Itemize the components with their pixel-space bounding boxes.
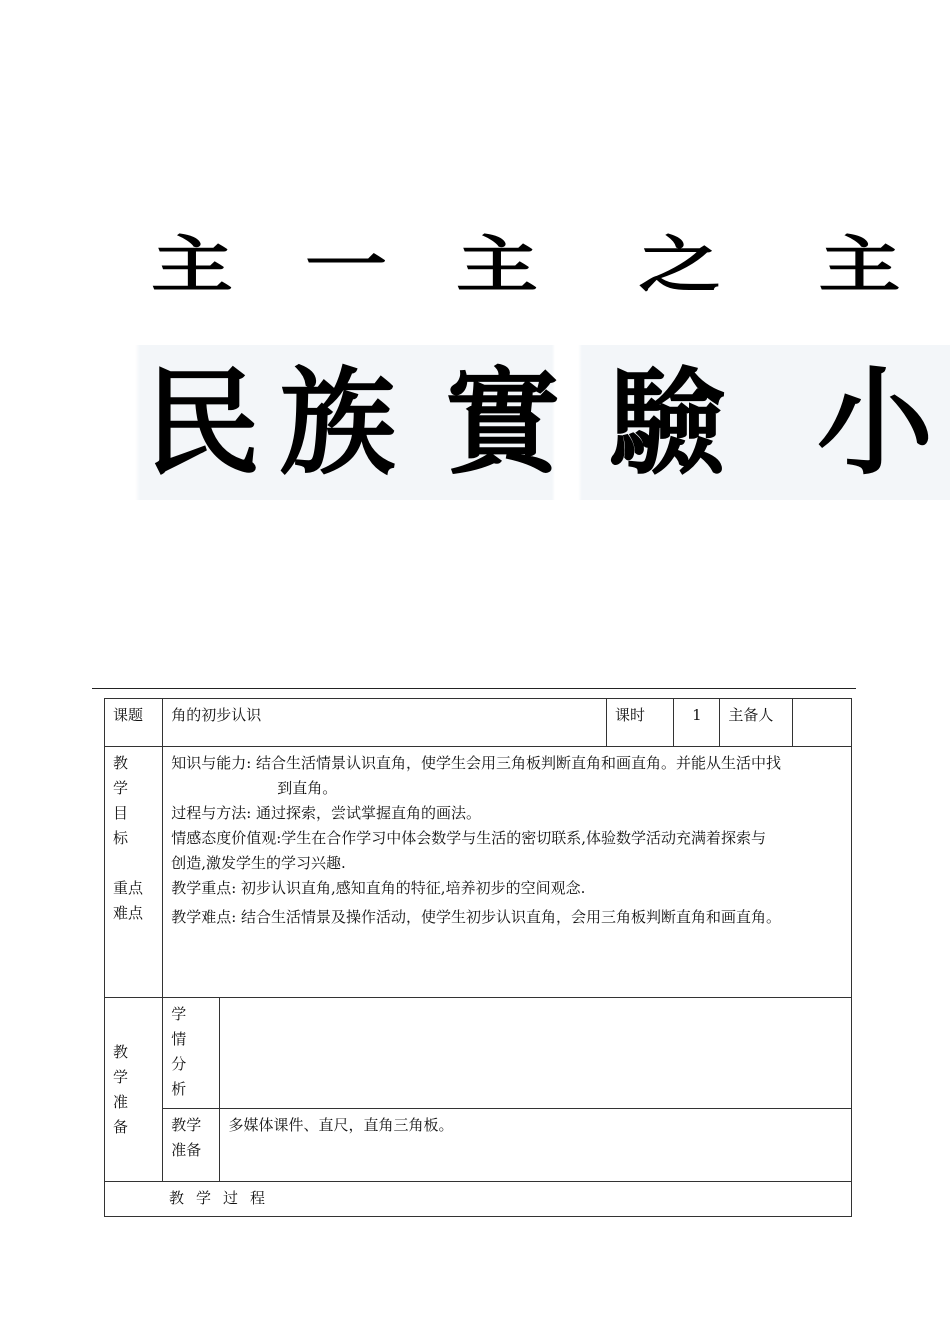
topic-row — [105, 699, 852, 747]
side-char: 准 — [113, 1092, 129, 1111]
lesson-plan-table — [104, 698, 852, 1217]
calligraphy-row-2 — [0, 345, 950, 500]
objectives-row — [105, 747, 852, 998]
prep-value: 多媒体课件、直尺，直角三角板。 — [220, 1109, 852, 1182]
calligraphy-char: 實 — [444, 354, 561, 491]
header-rule — [92, 688, 856, 689]
difficult-point-line: 教学难点: 结合生活情景及操作活动，使学生初步认识直角，会用三角板判断直角和画直角。 — [171, 908, 782, 926]
period-label: 课时 — [606, 699, 673, 747]
prep-label-line: 准备 — [171, 1141, 202, 1159]
calligraphy-char: 一 — [305, 229, 384, 301]
analysis-label — [163, 998, 220, 1109]
process-method-line: 过程与方法: 通过探索，尝试掌握直角的画法。 — [171, 804, 482, 822]
process-label: 教学过程 — [169, 1189, 278, 1207]
topic-label: 课题 — [105, 699, 163, 747]
side-char: 学 — [171, 1005, 187, 1023]
calligraphy-char: 之 — [638, 229, 717, 301]
calligraphy-char: 主 — [150, 229, 229, 301]
knowledge-line-cont: 到直角。 — [277, 779, 338, 797]
objectives-content — [163, 747, 852, 998]
topic-value: 角的初步认识 — [163, 699, 607, 747]
prep-label — [163, 1109, 220, 1182]
calligraphy-char: 主 — [455, 229, 534, 301]
side-char: 教 — [113, 754, 129, 772]
preparer-label: 主备人 — [720, 699, 792, 747]
calligraphy-char: 民 — [144, 354, 261, 491]
side-char: 分 — [171, 1055, 187, 1073]
calligraphy-char: 小 — [817, 354, 933, 491]
calligraphy-char: 驗 — [609, 354, 726, 491]
side-char: 学 — [113, 779, 129, 797]
side-char: 标 — [113, 829, 129, 847]
prep-row — [105, 1109, 852, 1182]
calligraphy-char: 族 — [279, 354, 396, 491]
objectives-side-label — [105, 747, 163, 998]
prep-label-line: 教学 — [171, 1116, 202, 1134]
side-char: 情 — [171, 1030, 187, 1048]
process-row — [105, 1182, 852, 1217]
side-char: 目 — [113, 804, 129, 822]
side-char: 备 — [113, 1117, 129, 1136]
side-char: 析 — [171, 1080, 187, 1098]
analysis-value — [220, 998, 852, 1109]
emotion-line-cont: 创造,激发学生的学习兴趣. — [171, 854, 346, 872]
period-value: 1 — [674, 699, 720, 747]
side-char: 教 — [113, 1042, 129, 1061]
knowledge-line: 知识与能力: 结合生活情景认识直角，使学生会用三角板判断直角和画直角。并能从生活中找 — [171, 754, 782, 772]
side-char: 重点 — [113, 879, 144, 897]
preparer-value — [792, 699, 851, 747]
side-char: 难点 — [113, 904, 144, 922]
process-cell — [105, 1182, 852, 1217]
emotion-line: 情感态度价值观:学生在合作学习中体会数学与生活的密切联系,体验数学活动充满着探索与 — [171, 829, 767, 847]
key-point-line: 教学重点: 初步认识直角,感知直角的特征,培养初步的空间观念. — [171, 879, 586, 897]
side-char: 学 — [113, 1067, 129, 1086]
calligraphy-row-1 — [0, 210, 950, 320]
preparation-side-label — [105, 998, 163, 1182]
calligraphy-char: 主 — [818, 229, 897, 301]
analysis-row — [105, 998, 852, 1109]
